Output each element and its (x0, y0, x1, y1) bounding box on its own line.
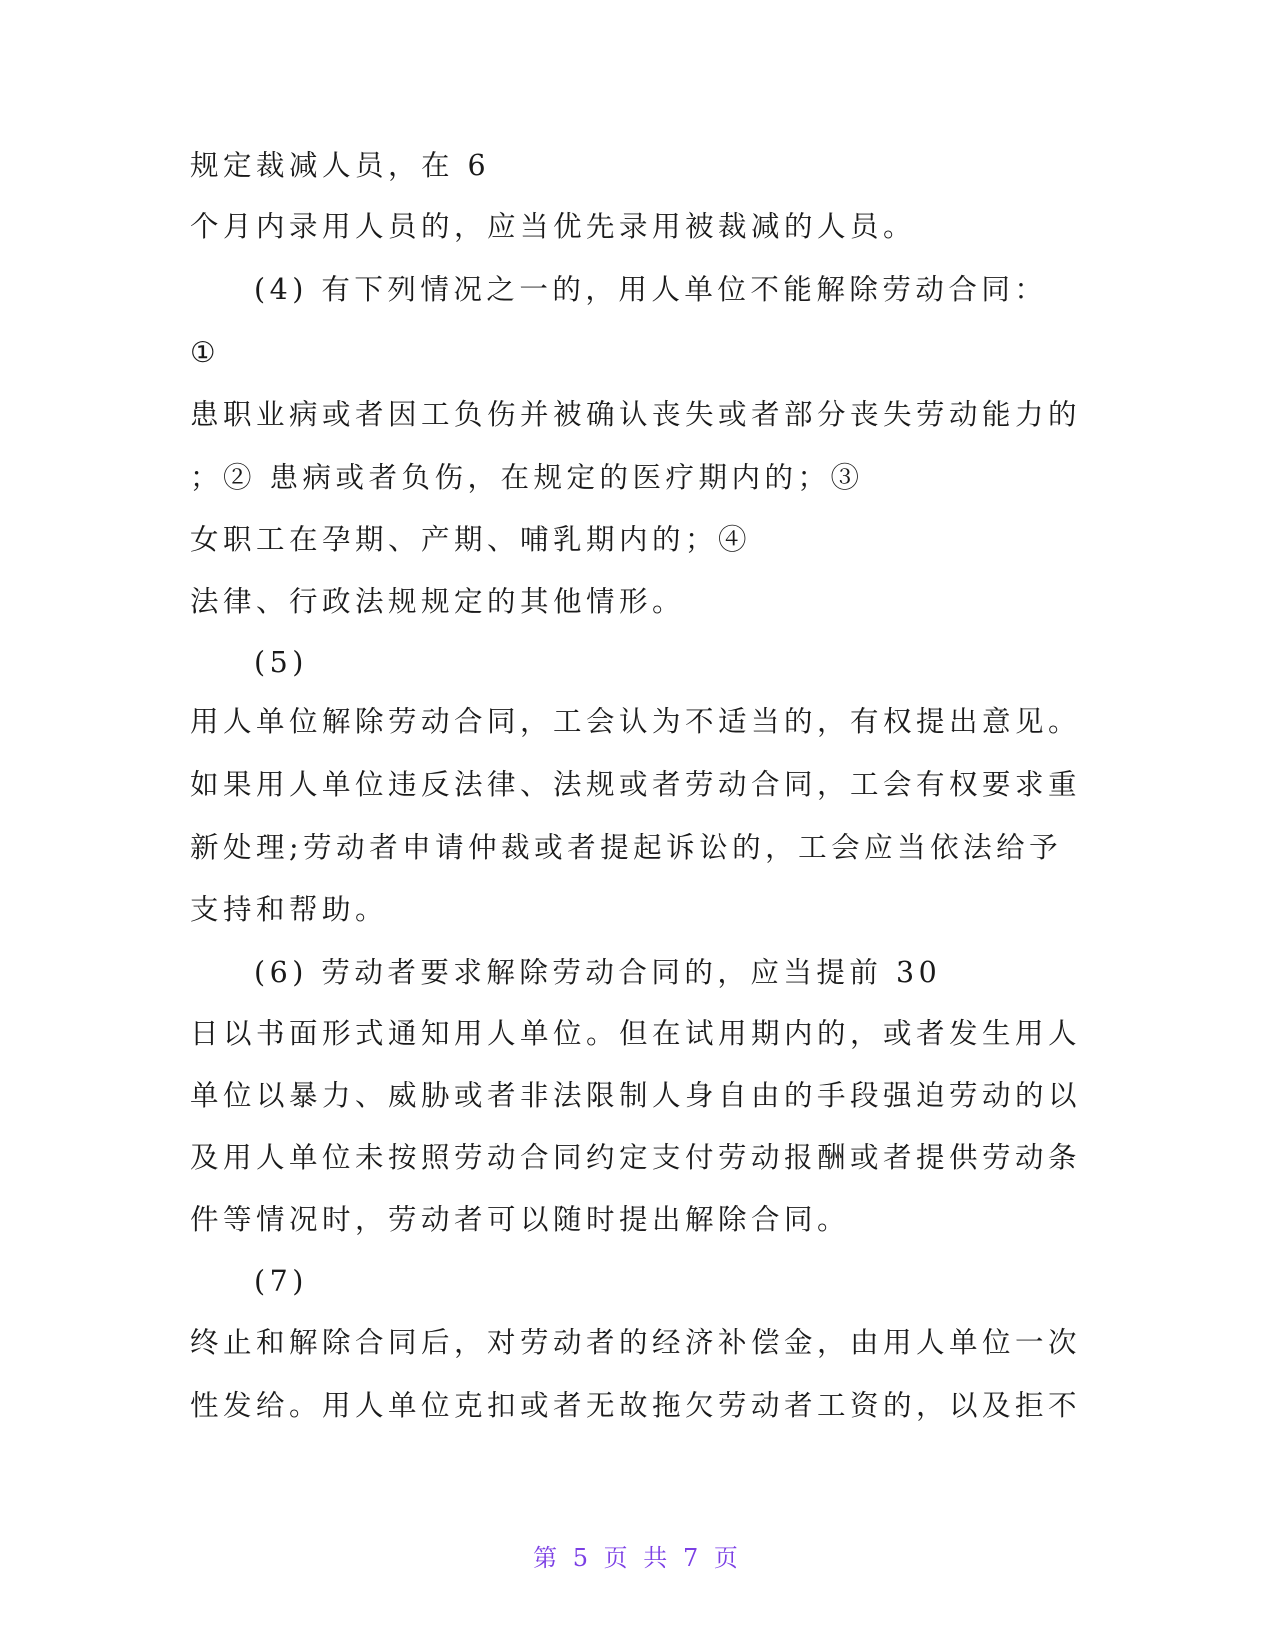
clause-6-heading: (6) 劳动者要求解除劳动合同的，应当提前 30 (254, 956, 942, 989)
text-line: 女职工在孕期、产期、哺乳期内的；④ (190, 523, 752, 556)
text-line: 新处理;劳动者申请仲裁或者提起诉讼的，工会应当依法给予 (190, 831, 1063, 864)
text-line: 终止和解除合同后，对劳动者的经济补偿金，由用人单位一次 (190, 1326, 1082, 1359)
text-line: 规定裁减人员，在 6 (190, 149, 491, 182)
text-line: ① (190, 336, 221, 369)
footer-prefix: 第 (533, 1544, 562, 1572)
footer-suffix: 页 (713, 1544, 742, 1572)
text-line: 日以书面形式通知用人单位。但在试用期内的，或者发生用人 (190, 1017, 1082, 1050)
text-line: ；② 患病或者负伤，在规定的医疗期内的；③ (190, 461, 864, 494)
clause-5-heading: (5) (254, 646, 308, 679)
page-footer (0, 1538, 1275, 1573)
text-line: 支持和帮助。 (190, 893, 389, 926)
clause-4-heading: (4) 有下列情况之一的，用人单位不能解除劳动合同： (254, 273, 1048, 306)
footer-middle: 页 共 (603, 1544, 672, 1572)
text-line: 及用人单位未按照劳动合同约定支付劳动报酬或者提供劳动条 (190, 1141, 1082, 1174)
text-line: 个月内录用人员的，应当优先录用被裁减的人员。 (190, 210, 917, 243)
text-line: 患职业病或者因工负伤并被确认丧失或者部分丧失劳动能力的 (190, 398, 1082, 431)
text-line: 单位以暴力、威胁或者非法限制人身自由的手段强迫劳动的以 (190, 1079, 1082, 1112)
total-pages-number: 7 (682, 1544, 703, 1572)
text-line: 法律、行政法规规定的其他情形。 (190, 585, 686, 618)
current-page-number: 5 (572, 1544, 593, 1572)
text-line: 性发给。用人单位克扣或者无故拖欠劳动者工资的，以及拒不 (190, 1389, 1082, 1422)
text-line: 件等情况时，劳动者可以随时提出解除合同。 (190, 1203, 851, 1236)
clause-7-heading: (7) (254, 1265, 308, 1298)
text-line: 用人单位解除劳动合同，工会认为不适当的，有权提出意见。 (190, 705, 1082, 738)
text-line: 如果用人单位违反法律、法规或者劳动合同，工会有权要求重 (190, 768, 1082, 801)
